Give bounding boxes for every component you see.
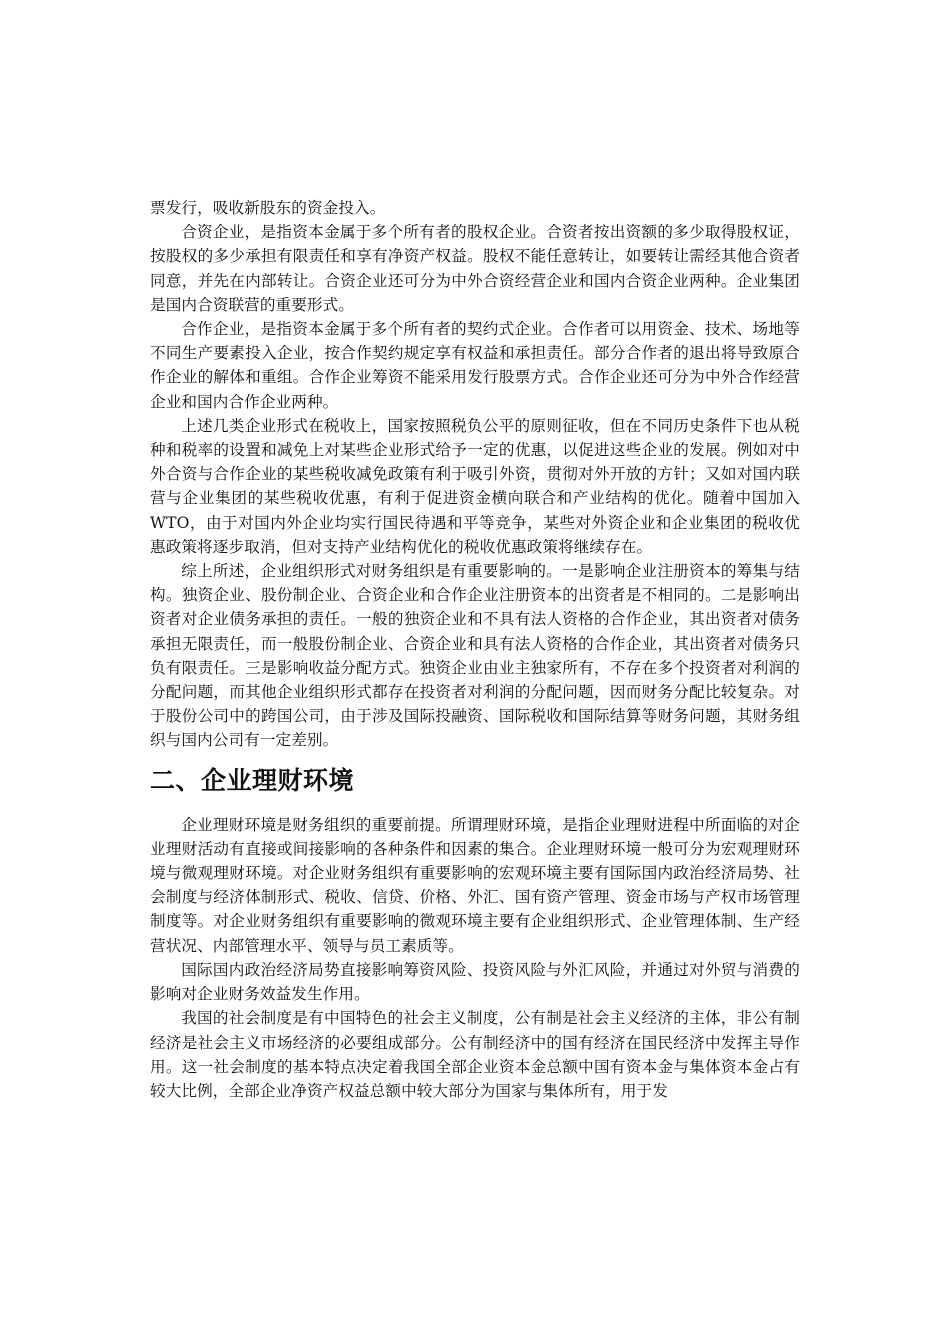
- paragraph-political-economy: 国际国内政治经济局势直接影响筹资风险、投资风险与外汇风险，并通过对外贸与消费的影响对企业财务效益发生作用。: [150, 960, 800, 1004]
- document-page: [150, 196, 800, 1103]
- paragraph-joint-venture: 合资企业，是指资本金属于多个所有者的股权企业。合资者按出资额的多少取得股权证，按股权的多少承担有限责任和享有净资产权益。股权不能任意转让，如要转让需经其他合资者同意，并先在内部转让。合资企业还可分为中外合资经营企业和国内合资企业两种。企业集团是国内合资联营的重要形式。: [150, 223, 800, 314]
- paragraph-summary: 综上所述，企业组织形式对财务组织是有重要影响的。一是影响企业注册资本的筹集与结构。独资企业、股份制企业、合资企业和合作企业注册资本的出资者是不相同的。二是影响出资者对企业债务承担的责任。一般的独资企业和不具有法人资格的合作企业，其出资者对债务承担无限责任，而一般股份制企业、合资企业和具有法人资格的合作企业，其出资者对债务只负有限责任。三是影响收益分配方式。独资企业由业主独家所有，不存在多个投资者对利润的分配问题，而其他企业组织形式都存在投资者对利润的分配问题，因而财务分配比较复杂。对于股份公司中的跨国公司，由于涉及国际投融资、国际税收和国际结算等财务问题，其财务组织与国内公司有一定差别。: [150, 562, 800, 750]
- paragraph-environment-intro: 企业理财环境是财务组织的重要前提。所谓理财环境，是指企业理财进程中所面临的对企业理财活动有直接或间接影响的各种条件和因素的集合。企业理财环境一般可分为宏观理财环境与微观理财环境。对企业财务组织有重要影响的宏观环境主要有国际国内政治经济局势、社会制度与经济体制形式、税收、信贷、价格、外汇、国有资产管理、资金市场与产权市场管理制度等。对企业财务组织有重要影响的微观环境主要有企业组织形式、企业管理体制、生产经营状况、内部管理水平、领导与员工素质等。: [150, 815, 800, 955]
- section-heading: 二、企业理财环境: [150, 765, 355, 795]
- paragraph-cooperative: 合作企业，是指资本金属于多个所有者的契约式企业。合作者可以用资金、技术、场地等不同生产要素投入企业，按合作契约规定享有权益和承担责任。部分合作者的退出将导致原合作企业的解体和重组。合作企业筹资不能采用发行股票方式。合作企业还可分为中外合作经营企业和国内合作企业两种。: [150, 320, 800, 411]
- paragraph-taxation: 上述几类企业形式在税收上，国家按照税负公平的原则征收，但在不同历史条件下也从税种和税率的设置和减免上对某些企业形式给予一定的优惠，以促进这些企业的发展。例如对中外合资与合作企业的某些税收减免政策有利于吸引外资，贯彻对外开放的方针；又如对国内联营与企业集团的某些税收优惠，有利于促进资金横向联合和产业结构的优化。随着中国加入WTO，由于对国内外企业均实行国民待遇和平等竞争，某些对外资企业和企业集团的税收优惠政策将逐步取消，但对支持产业结构优化的税收优惠政策将继续存在。: [150, 416, 800, 556]
- paragraph-continuation: 票发行，吸收新股东的资金投入。: [150, 199, 386, 217]
- paragraph-social-system: 我国的社会制度是有中国特色的社会主义制度，公有制是社会主义经济的主体，非公有制经济是社会主义市场经济的必要组成部分。公有制经济中的国有经济在国民经济中发挥主导作用。这一社会制度的基本特点决定着我国全部企业资本金总额中国有资本金与集体资本金占有较大比例，全部企业净资产权益总额中较大部分为国家与集体所有，用于发: [150, 1009, 800, 1100]
